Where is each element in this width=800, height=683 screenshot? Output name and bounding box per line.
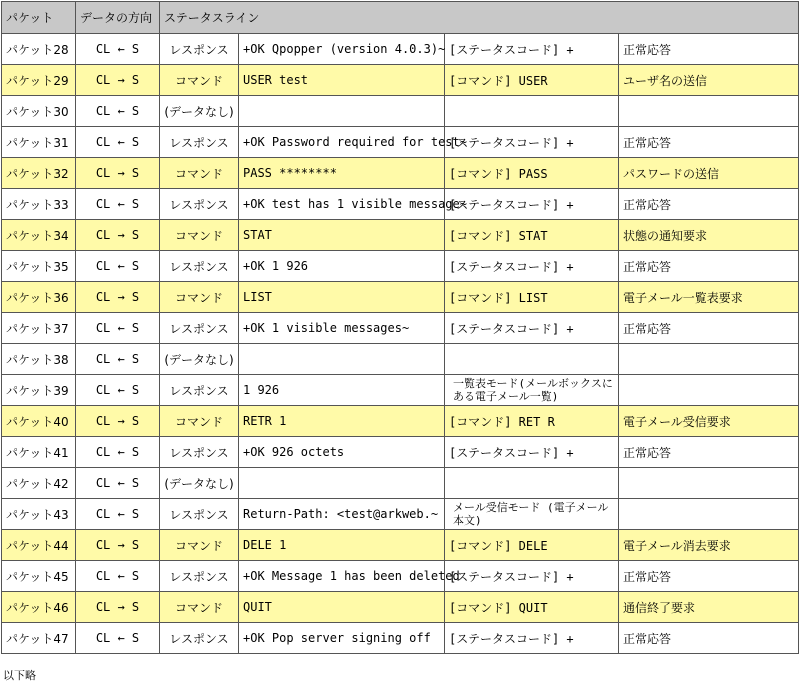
status-line-text bbox=[239, 468, 445, 499]
packet-number: パケット36 bbox=[2, 282, 76, 313]
table-row bbox=[2, 158, 799, 189]
status-line-text: STAT bbox=[239, 220, 445, 251]
message-type: レスポンス bbox=[160, 561, 239, 592]
packet-number: パケット31 bbox=[2, 127, 76, 158]
status-kind: [ステータスコード] + bbox=[445, 561, 619, 592]
status-line-text: USER test bbox=[239, 65, 445, 96]
status-kind: [コマンド] LIST bbox=[445, 282, 619, 313]
description bbox=[619, 375, 799, 406]
status-kind: [ステータスコード] + bbox=[445, 189, 619, 220]
packet-number: パケット35 bbox=[2, 251, 76, 282]
message-type: コマンド bbox=[160, 220, 239, 251]
packet-number: パケット41 bbox=[2, 437, 76, 468]
message-type: コマンド bbox=[160, 158, 239, 189]
table-row bbox=[2, 313, 799, 344]
data-direction: CL → S bbox=[76, 282, 160, 313]
table-row bbox=[2, 65, 799, 96]
description: ユーザ名の送信 bbox=[619, 65, 799, 96]
table-row bbox=[2, 220, 799, 251]
status-line-text: +OK 1 926 bbox=[239, 251, 445, 282]
data-direction: CL → S bbox=[76, 406, 160, 437]
status-kind: [ステータスコード] + bbox=[445, 127, 619, 158]
status-kind: [コマンド] USER bbox=[445, 65, 619, 96]
footnote: 以下略 bbox=[3, 669, 36, 682]
data-direction: CL → S bbox=[76, 592, 160, 623]
packet-number: パケット42 bbox=[2, 468, 76, 499]
status-kind: [ステータスコード] + bbox=[445, 313, 619, 344]
description: 正常応答 bbox=[619, 437, 799, 468]
data-direction: CL ← S bbox=[76, 499, 160, 530]
status-line-text: +OK 926 octets bbox=[239, 437, 445, 468]
description: 電子メール受信要求 bbox=[619, 406, 799, 437]
packet-number: パケット47 bbox=[2, 623, 76, 654]
message-type: レスポンス bbox=[160, 189, 239, 220]
data-direction: CL ← S bbox=[76, 561, 160, 592]
data-direction: CL ← S bbox=[76, 437, 160, 468]
table-row bbox=[2, 406, 799, 437]
description: 正常応答 bbox=[619, 623, 799, 654]
description: 状態の通知要求 bbox=[619, 220, 799, 251]
data-direction: CL → S bbox=[76, 65, 160, 96]
packet-number: パケット28 bbox=[2, 34, 76, 65]
description: 正常応答 bbox=[619, 561, 799, 592]
message-type: コマンド bbox=[160, 530, 239, 561]
status-kind: [コマンド] PASS bbox=[445, 158, 619, 189]
description bbox=[619, 344, 799, 375]
header-direction: データの方向 bbox=[76, 2, 160, 34]
table-row bbox=[2, 530, 799, 561]
message-type: レスポンス bbox=[160, 375, 239, 406]
table-row bbox=[2, 375, 799, 406]
status-line-text: +OK Password required for test~ bbox=[239, 127, 445, 158]
table-header bbox=[2, 2, 799, 34]
data-direction: CL ← S bbox=[76, 344, 160, 375]
packet-number: パケット46 bbox=[2, 592, 76, 623]
message-type: コマンド bbox=[160, 592, 239, 623]
packet-number: パケット32 bbox=[2, 158, 76, 189]
description: 正常応答 bbox=[619, 251, 799, 282]
description bbox=[619, 468, 799, 499]
description: 電子メール消去要求 bbox=[619, 530, 799, 561]
description: 通信終了要求 bbox=[619, 592, 799, 623]
status-line-text: DELE 1 bbox=[239, 530, 445, 561]
status-kind: [ステータスコード] + bbox=[445, 623, 619, 654]
description: 正常応答 bbox=[619, 313, 799, 344]
status-line-text: PASS ******** bbox=[239, 158, 445, 189]
status-line-text: 1 926 bbox=[239, 375, 445, 406]
description: 正常応答 bbox=[619, 127, 799, 158]
header-status-line: ステータスライン bbox=[160, 2, 799, 34]
status-line-text: +OK Pop server signing off bbox=[239, 623, 445, 654]
packet-number: パケット33 bbox=[2, 189, 76, 220]
status-kind: 一覧表モード(メールボックスにある電子メール一覧) bbox=[445, 375, 619, 406]
data-direction: CL ← S bbox=[76, 375, 160, 406]
message-type: (データなし) bbox=[160, 468, 239, 499]
message-type: (データなし) bbox=[160, 344, 239, 375]
status-line-text: +OK test has 1 visible message~ bbox=[239, 189, 445, 220]
status-kind bbox=[445, 344, 619, 375]
status-kind: [コマンド] QUIT bbox=[445, 592, 619, 623]
status-line-text bbox=[239, 96, 445, 127]
packet-table bbox=[1, 1, 799, 654]
status-kind: [ステータスコード] + bbox=[445, 437, 619, 468]
message-type: コマンド bbox=[160, 282, 239, 313]
table-row bbox=[2, 282, 799, 313]
status-kind: [コマンド] RET R bbox=[445, 406, 619, 437]
data-direction: CL ← S bbox=[76, 34, 160, 65]
packet-number: パケット37 bbox=[2, 313, 76, 344]
data-direction: CL ← S bbox=[76, 96, 160, 127]
packet-number: パケット40 bbox=[2, 406, 76, 437]
packet-number: パケット30 bbox=[2, 96, 76, 127]
description: パスワードの送信 bbox=[619, 158, 799, 189]
packet-number: パケット43 bbox=[2, 499, 76, 530]
message-type: レスポンス bbox=[160, 251, 239, 282]
status-kind bbox=[445, 468, 619, 499]
data-direction: CL ← S bbox=[76, 127, 160, 158]
table-row bbox=[2, 96, 799, 127]
message-type: レスポンス bbox=[160, 313, 239, 344]
table-row bbox=[2, 499, 799, 530]
status-line-text: +OK Qpopper (version 4.0.3)~ bbox=[239, 34, 445, 65]
message-type: コマンド bbox=[160, 65, 239, 96]
data-direction: CL → S bbox=[76, 530, 160, 561]
description bbox=[619, 96, 799, 127]
packet-number: パケット29 bbox=[2, 65, 76, 96]
message-type: レスポンス bbox=[160, 34, 239, 65]
table-row bbox=[2, 468, 799, 499]
data-direction: CL → S bbox=[76, 158, 160, 189]
table-row bbox=[2, 623, 799, 654]
description: 電子メール一覧表要求 bbox=[619, 282, 799, 313]
table-body bbox=[2, 34, 799, 654]
packet-number: パケット44 bbox=[2, 530, 76, 561]
status-line-text: QUIT bbox=[239, 592, 445, 623]
data-direction: CL ← S bbox=[76, 468, 160, 499]
status-kind bbox=[445, 96, 619, 127]
status-kind: [コマンド] STAT bbox=[445, 220, 619, 251]
data-direction: CL → S bbox=[76, 220, 160, 251]
status-kind: メール受信モード (電子メール本文) bbox=[445, 499, 619, 530]
packet-number: パケット39 bbox=[2, 375, 76, 406]
data-direction: CL ← S bbox=[76, 189, 160, 220]
packet-number: パケット34 bbox=[2, 220, 76, 251]
description: 正常応答 bbox=[619, 34, 799, 65]
status-line-text: +OK Message 1 has been deleted bbox=[239, 561, 445, 592]
message-type: (データなし) bbox=[160, 96, 239, 127]
message-type: レスポンス bbox=[160, 437, 239, 468]
table-row bbox=[2, 592, 799, 623]
message-type: コマンド bbox=[160, 406, 239, 437]
status-line-text bbox=[239, 344, 445, 375]
status-kind: [コマンド] DELE bbox=[445, 530, 619, 561]
data-direction: CL ← S bbox=[76, 251, 160, 282]
packet-number: パケット38 bbox=[2, 344, 76, 375]
status-line-text: +OK 1 visible messages~ bbox=[239, 313, 445, 344]
table-row bbox=[2, 127, 799, 158]
status-line-text: RETR 1 bbox=[239, 406, 445, 437]
status-kind: [ステータスコード] + bbox=[445, 34, 619, 65]
description: 正常応答 bbox=[619, 189, 799, 220]
message-type: レスポンス bbox=[160, 499, 239, 530]
data-direction: CL ← S bbox=[76, 623, 160, 654]
table-row bbox=[2, 34, 799, 65]
table-row bbox=[2, 189, 799, 220]
status-kind: [ステータスコード] + bbox=[445, 251, 619, 282]
table-row bbox=[2, 561, 799, 592]
description bbox=[619, 499, 799, 530]
message-type: レスポンス bbox=[160, 623, 239, 654]
status-line-text: Return-Path: <test@arkweb.~ bbox=[239, 499, 445, 530]
table-row bbox=[2, 344, 799, 375]
header-packet: パケット bbox=[2, 2, 76, 34]
data-direction: CL ← S bbox=[76, 313, 160, 344]
table-row bbox=[2, 251, 799, 282]
table-row bbox=[2, 437, 799, 468]
status-line-text: LIST bbox=[239, 282, 445, 313]
message-type: レスポンス bbox=[160, 127, 239, 158]
packet-number: パケット45 bbox=[2, 561, 76, 592]
